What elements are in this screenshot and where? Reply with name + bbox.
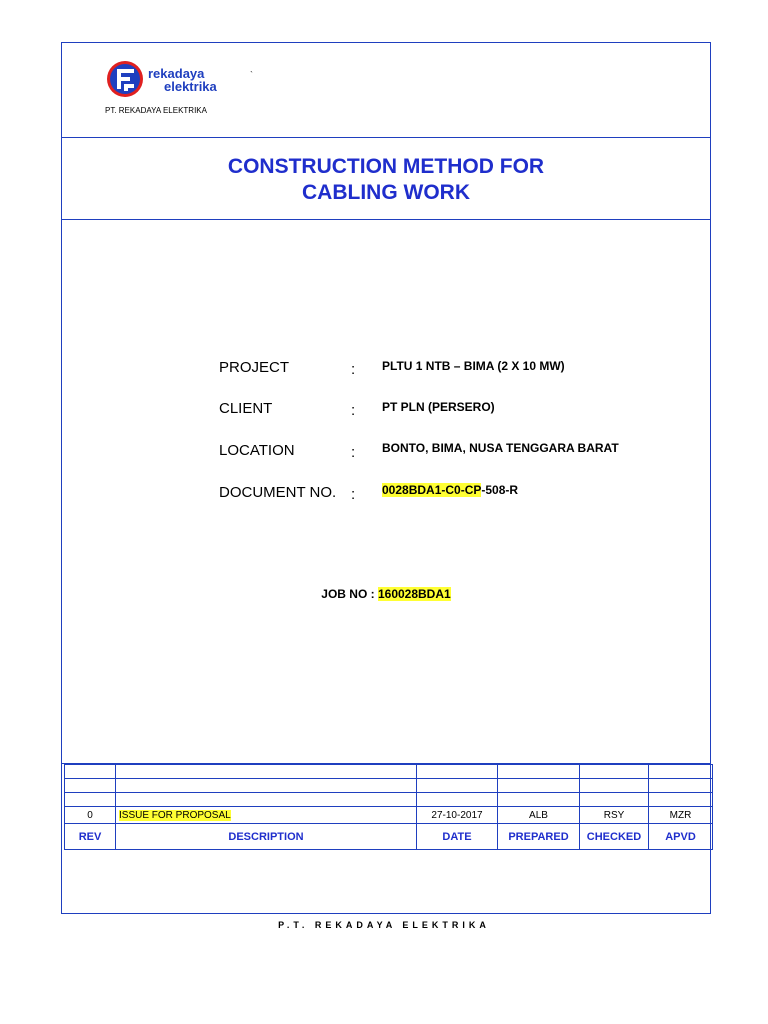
job-number <box>62 587 710 601</box>
document-no-suffix: -508-R <box>481 483 519 497</box>
document-no-label: DOCUMENT NO. <box>219 484 337 501</box>
document-no-colon: : <box>351 486 356 503</box>
project-value: PLTU 1 NTB – BIMA (2 X 10 MW) <box>382 359 565 373</box>
apvd-cell: MZR <box>649 807 713 824</box>
header-prepared: PREPARED <box>498 824 580 850</box>
description-cell <box>116 807 417 824</box>
header-date: DATE <box>417 824 498 850</box>
footer-company-name: P.T. REKADAYA ELEKTRIKA <box>278 920 490 930</box>
revision-row <box>65 807 713 824</box>
document-title-line2: CABLING WORK <box>302 181 470 204</box>
revision-row-empty <box>65 793 713 807</box>
job-number-label: JOB NO : <box>321 587 378 601</box>
document-title-line1: CONSTRUCTION METHOD FOR <box>227 155 545 178</box>
rev-cell: 0 <box>65 807 116 824</box>
checked-cell: RSY <box>580 807 649 824</box>
rekadaya-logo-icon <box>106 60 144 98</box>
header-checked: CHECKED <box>580 824 649 850</box>
company-logo <box>106 60 246 102</box>
client-label: CLIENT <box>219 400 273 417</box>
header-apvd: APVD <box>649 824 713 850</box>
job-number-value: 160028BDA1 <box>377 587 451 601</box>
header-divider <box>62 137 710 138</box>
description-highlighted: ISSUE FOR PROPOSAL <box>119 809 231 821</box>
location-colon: : <box>351 444 356 461</box>
prepared-cell: ALB <box>498 807 580 824</box>
brand-name-line1: rekadaya <box>148 66 205 81</box>
company-name-small: PT. REKADAYA ELEKTRIKA <box>105 106 207 115</box>
brand-name-line2: elektrika <box>164 79 217 94</box>
revision-row-empty <box>65 765 713 779</box>
header-description: DESCRIPTION <box>116 824 417 850</box>
client-value: PT PLN (PERSERO) <box>382 400 495 414</box>
location-value: BONTO, BIMA, NUSA TENGGARA BARAT <box>382 441 619 455</box>
revision-table <box>64 764 713 850</box>
document-no-highlighted: 0028BDA1-C0-CP <box>382 483 482 497</box>
stray-mark: ` <box>250 70 253 80</box>
client-colon: : <box>351 402 356 419</box>
location-label: LOCATION <box>219 442 295 459</box>
date-cell: 27-10-2017 <box>417 807 498 824</box>
project-label: PROJECT <box>219 359 290 376</box>
revision-row-empty <box>65 779 713 793</box>
project-colon: : <box>351 361 356 378</box>
header-rev: REV <box>65 824 116 850</box>
title-divider <box>62 219 710 220</box>
revision-header-row <box>65 824 713 850</box>
document-no-value <box>382 483 518 497</box>
